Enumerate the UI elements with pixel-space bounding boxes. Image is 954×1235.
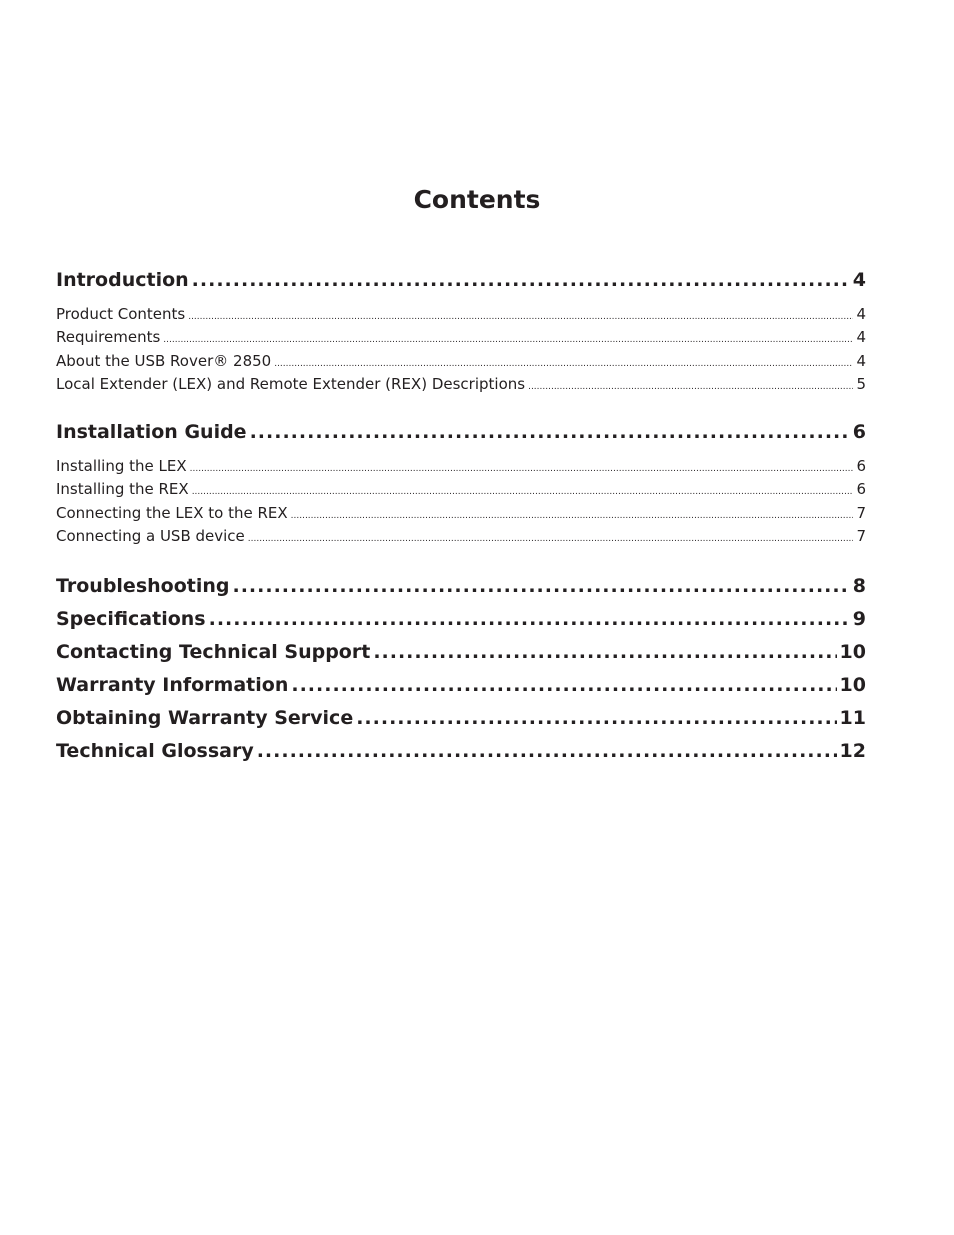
toc-entry-page-number: 5	[856, 374, 866, 393]
dot-leader	[209, 603, 850, 636]
toc-entry-label: Installation Guide	[56, 421, 247, 444]
toc-entry-troubleshooting[interactable]	[56, 570, 866, 603]
dot-leader	[248, 525, 854, 551]
toc-entry-label: Troubleshooting	[56, 575, 230, 598]
toc-entry-label: Technical Glossary	[56, 740, 254, 763]
toc-entry-page-number: 12	[839, 740, 866, 763]
toc-entry-warranty-information[interactable]	[56, 669, 866, 702]
page-title: Contents	[413, 185, 541, 214]
toc-section-introduction	[56, 264, 866, 396]
toc-entry-page-number: 6	[856, 457, 866, 476]
toc-entry-lex-rex-descriptions[interactable]	[56, 373, 866, 396]
toc-entry-page-number: 7	[856, 503, 866, 522]
table-of-contents	[56, 264, 866, 768]
toc-entry-specifications[interactable]	[56, 603, 866, 636]
toc-entry-label: Connecting a USB device	[56, 527, 245, 546]
toc-entry-product-contents[interactable]	[56, 303, 866, 326]
toc-entry-label: Contacting Technical Support	[56, 641, 371, 664]
toc-entry-page-number: 7	[856, 527, 866, 546]
toc-entry-label: Installing the REX	[56, 480, 189, 499]
dot-leader	[291, 669, 836, 702]
dot-leader	[250, 416, 850, 449]
toc-entry-obtaining-warranty-service[interactable]	[56, 702, 866, 735]
toc-entry-page-number: 4	[856, 328, 866, 347]
toc-entry-introduction[interactable]	[56, 264, 866, 297]
toc-entry-page-number: 10	[839, 641, 866, 664]
toc-entry-technical-glossary[interactable]	[56, 735, 866, 768]
toc-entry-page-number: 10	[839, 674, 866, 697]
dot-leader	[192, 264, 850, 297]
toc-entry-label: Product Contents	[56, 305, 186, 323]
toc-section-installation-guide	[56, 416, 866, 548]
dot-leader	[356, 702, 836, 735]
toc-entry-about-usb-rover[interactable]	[56, 350, 866, 373]
dot-leader	[257, 735, 837, 768]
toc-entry-label: About the USB Rover® 2850	[56, 351, 272, 370]
toc-entry-label: Connecting the LEX to the REX	[56, 503, 288, 522]
toc-entry-installation-guide[interactable]	[56, 416, 866, 449]
toc-entry-page-number: 6	[852, 421, 866, 444]
toc-entry-label: Requirements	[56, 328, 161, 347]
toc-entry-page-number: 4	[856, 305, 866, 323]
toc-entry-connecting-usb-device[interactable]	[56, 525, 866, 548]
toc-entry-page-number: 11	[839, 707, 866, 730]
toc-entry-page-number: 8	[852, 575, 866, 598]
toc-entry-page-number: 4	[852, 269, 866, 291]
dot-leader	[233, 570, 850, 603]
toc-entry-label: Obtaining Warranty Service	[56, 707, 354, 730]
dot-leader	[373, 636, 836, 669]
toc-entry-connecting-lex-to-rex[interactable]	[56, 502, 866, 525]
toc-entry-page-number: 4	[856, 351, 866, 370]
toc-entry-installing-rex[interactable]	[56, 478, 866, 501]
toc-entry-label: Local Extender (LEX) and Remote Extender (REX) Descriptions	[56, 374, 526, 393]
dot-leader	[528, 373, 853, 399]
toc-entry-label: Introduction	[56, 269, 189, 291]
toc-entry-page-number: 9	[852, 608, 866, 631]
toc-entry-installing-lex[interactable]	[56, 455, 866, 478]
toc-entry-label: Specifications	[56, 608, 206, 631]
toc-entry-label: Warranty Information	[56, 674, 289, 697]
toc-entry-page-number: 6	[856, 480, 866, 499]
toc-entry-label: Installing the LEX	[56, 457, 187, 476]
toc-entry-contacting-technical-support[interactable]	[56, 636, 866, 669]
toc-entry-requirements[interactable]	[56, 326, 866, 349]
